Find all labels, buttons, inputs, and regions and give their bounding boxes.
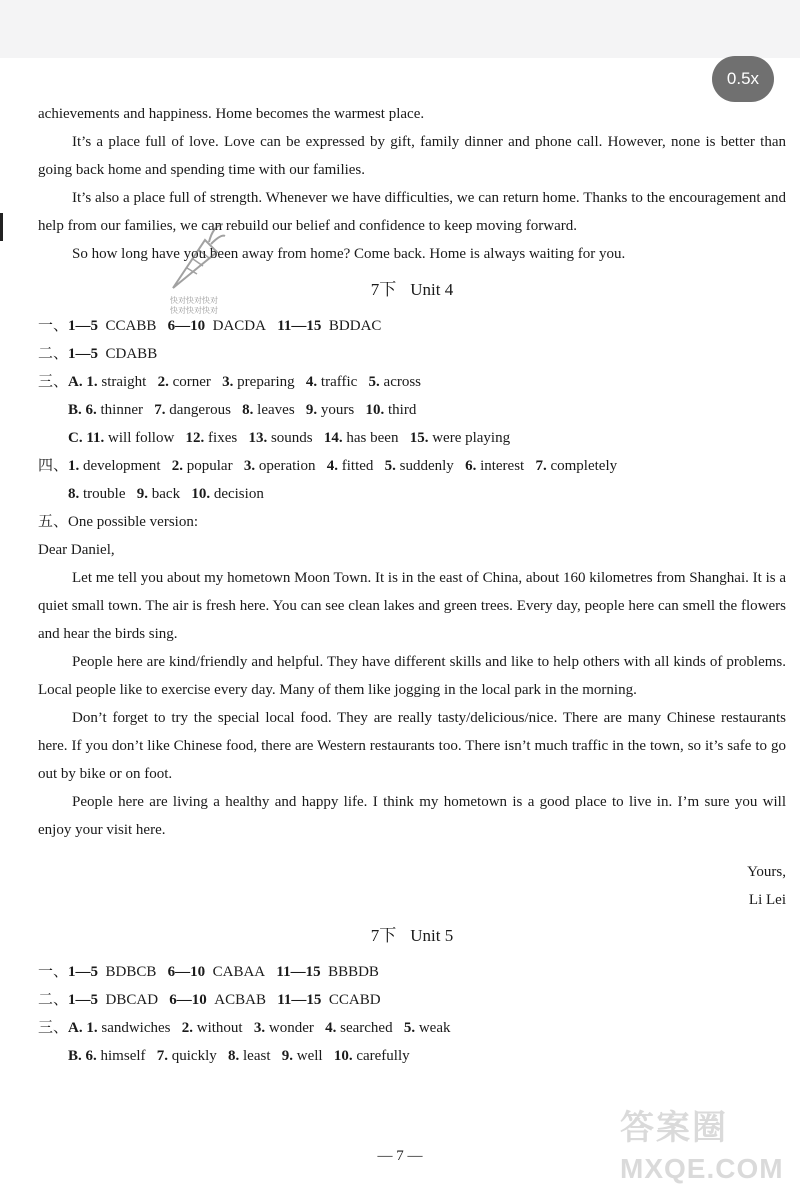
unit4-section-4-row2: 8. trouble 9. back 10. decision: [68, 486, 264, 502]
unit5-section-1: 一、1—5 BDBCB 6—10 CABAA 11—15 BBBDB: [38, 964, 379, 980]
carrot-watermark-icon: [165, 218, 227, 296]
letter-closing: Yours,: [747, 864, 786, 880]
passage-paragraph: achievements and happiness. Home becomes the warmest place.: [38, 106, 425, 122]
letter-salutation: Dear Daniel,: [38, 542, 115, 558]
unit-5-title: 7下 Unit 5: [370, 926, 454, 945]
unit4-section-3c: C. 11. will follow 12. fixes 13. sounds 14. has been 15. were playing: [68, 430, 511, 446]
unit4-section-3b: B. 6. thinner 7. dangerous 8. leaves 9. yours 10. third: [68, 402, 417, 418]
answer-page: [38, 100, 786, 1070]
unit5-section-3b: B. 6. himself 7. quickly 8. least 9. well 10. carefully: [68, 1048, 410, 1064]
letter-paragraph: Let me tell you about my hometown Moon Town. It is in the east of China, about 160 kilometres from Shanghai. It is a quiet small town. The air is fresh here. You can see clean lakes and green trees. Every day, people here can smell the flowers and hear the birds sing.: [38, 570, 786, 642]
letter-paragraph: People here are living a healthy and happy life. I think my hometown is a good place to live in. I’m sure you will enjoy your visit here.: [38, 794, 786, 838]
viewer-top-bar: [0, 0, 800, 58]
unit4-section-5-intro: 五、One possible version:: [38, 514, 198, 530]
passage-paragraph: So how long have you been away from home? Come back. Home is always waiting for you.: [72, 246, 626, 262]
letter-signature: Li Lei: [748, 892, 786, 908]
site-logo-watermark: 答案圈 MXQE.COM: [620, 1109, 784, 1184]
unit5-section-2: 二、1—5 DBCAD 6—10 ACBAB 11—15 CCABD: [38, 992, 381, 1008]
page-number: — 7 —: [377, 1148, 423, 1164]
unit4-section-2: 二、1—5 CDABB: [38, 346, 158, 362]
carrot-watermark-caption: 快对快对快对 快对快对快对: [170, 296, 218, 315]
letter-paragraph: Don’t forget to try the special local food. They are really tasty/delicious/nice. There are many Chinese restaurants here. If you don’t like Chinese food, there are Western restaurants too. There isn’t much traffic in the town, so it’s safe to go out by bike or on foot.: [38, 710, 786, 782]
unit4-section-1: 一、1—5 CCABB 6—10 DACDA 11—15 BDDAC: [38, 318, 382, 334]
passage-paragraph: It’s a place full of love. Love can be expressed by gift, family dinner and phone call. However, none is better than going back home and spending time with our families.: [38, 134, 786, 178]
zoom-level-button[interactable]: 0.5x: [712, 56, 774, 102]
scan-edge-mark: [0, 213, 3, 241]
letter-paragraph: People here are kind/friendly and helpful. They have different skills and like to help others with all kinds of problems. Local people like to exercise every day. Many of them like jogging in the local park in the morning.: [38, 654, 786, 698]
unit-4-title: 7下 Unit 4: [370, 280, 454, 299]
unit4-section-4-row1: 四、1. development 2. popular 3. operation 4. fitted 5. suddenly 6. interest 7. completely: [38, 458, 618, 474]
passage-paragraph: It’s also a place full of strength. Whenever we have difficulties, we can return home. Thanks to the encouragement and help from our families, we can rebuild our belief and confidence to keep moving forward.: [38, 190, 786, 234]
unit5-section-3a: 三、A. 1. sandwiches 2. without 3. wonder 4. searched 5. weak: [38, 1020, 451, 1036]
unit4-section-3a: 三、A. 1. straight 2. corner 3. preparing 4. traffic 5. across: [38, 374, 422, 390]
